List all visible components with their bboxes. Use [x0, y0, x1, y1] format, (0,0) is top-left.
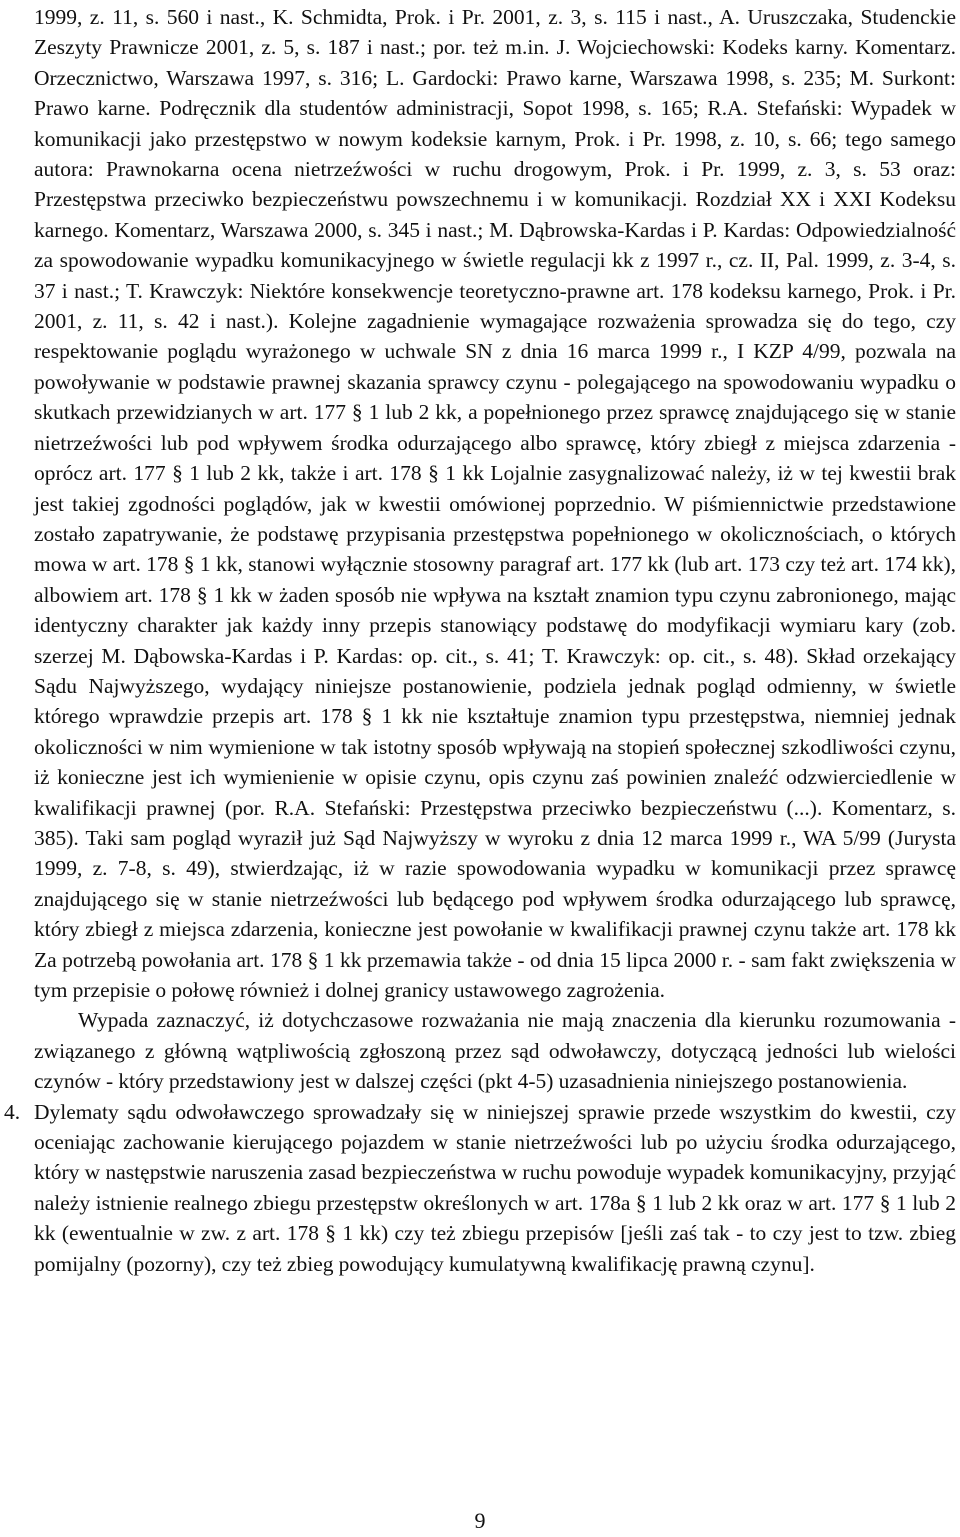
- body-paragraph-2: Wypada zaznaczyć, iż dotychczasowe rozważania nie mają znaczenia dla kierunku rozumowania - związanego z główną wątpliwością zgłoszoną przez sąd odwoławczy, dotyczącą jedności lub wielości czynów - który przedstawiony jest w dalszej części (pkt 4-5) uzasadnienia niniejszego postanowienia.: [34, 1008, 956, 1094]
- numbered-point-4: [4, 1097, 956, 1279]
- point-number: 4.: [4, 1099, 21, 1124]
- point-text: Dylematy sądu odwoławczego sprowadzały się w niniejszej sprawie przede wszystkim do kwestii, czy oceniając zachowanie kierującego pojazdem w stanie nietrzeźwości lub po użyciu środka odurzającego, który w następstwie naruszenia zasad bezpieczeństwa w ruchu powoduje wypadek komunikacyjny, przyjąć należy istnienie realnego zbiegu przestępstw określonych w art. 178a § 1 lub 2 kk oraz w art. 177 § 1 lub 2 kk (ewentualnie w zw. z art. 178 § 1 kk) czy też zbiegu przepisów [jeśli zaś tak - to czy jest to tzw. zbieg pomijalny (pozorny), czy też zbieg powodujący kumulatywną kwalifikację prawną czynu].: [34, 1099, 956, 1276]
- document-page: [4, 2, 956, 1279]
- body-paragraph-1: 1999, z. 11, s. 560 i nast., K. Schmidta, Prok. i Pr. 2001, z. 3, s. 115 i nast., A. Uruszczaka, Studenckie Zeszyty Prawnicze 2001, z. 5, s. 187 i nast.; por. też m.in. J. Wojciechowski: Kodeks karny. Komentarz. Orzecznictwo, Warszawa 1997, s. 316; L. Gardocki: Prawo karne, Warszawa 1998, s. 235; M. Surkont: Prawo karne. Podręcznik dla studentów administracji, Sopot 1998, s. 165; R.A. Stefański: Wypadek w komunikacji jako przestępstwo w nowym kodeksie karnym, Prok. i Pr. 1998, z. 10, s. 66; tego samego autora: Prawnokarna ocena nietrzeźwości w ruchu drogowym, Prok. i Pr. 1999, z. 3, s. 53 oraz: Przestępstwa przeciwko bezpieczeństwu powszechnemu i w komunikacji. Rozdział XX i XXI Kodeksu karnego. Komentarz, Warszawa 2000, s. 345 i nast.; M. Dąbrowska-Kardas i P. Kardas: Odpowiedzialność za spowodowanie wypadku komunikacyjnego w świetle regulacji kk z 1997 r., cz. II, Pal. 1999, z. 3-4, s. 37 i nast.; T. Krawczyk: Niektóre konsekwencje teoretyczno-prawne art. 178 kodeksu karnego, Prok. i Pr. 2001, z. 11, s. 42 i nast.). Kolejne zagadnienie wymagające rozważenia sprowadza się do tego, czy respektowanie poglądu wyrażonego w uchwale SN z dnia 16 marca 1999 r., I KZP 4/99, pozwala na powoływanie w podstawie prawnej skazania sprawcy czynu - polegającego na spowodowaniu wypadku o skutkach przewidzianych w art. 177 § 1 lub 2 kk, a popełnionego przez sprawcę znajdującego się w stanie nietrzeźwości lub pod wpływem środka odurzającego albo sprawcę, który zbiegł z miejsca zdarzenia - oprócz art. 177 § 1 lub 2 kk, także i art. 178 § 1 kk Lojalnie zasygnalizować należy, iż w tej kwestii brak jest takiej zgodności poglądów, jak w kwestii omówionej poprzednio. W piśmiennictwie przedstawione zostało zapatrywanie, że podstawę przypisania przestępstwa popełnionego w okolicznościach, o których mowa w art. 178 § 1 kk, stanowi wyłącznie stosowny paragraf art. 177 kk (lub art. 173 czy też art. 174 kk), albowiem art. 178 § 1 kk w żaden sposób nie wpływa na kształt znamion typu czynu zabronionego, mając identyczny charakter jak każdy inny przepis stanowiący podstawę do modyfikacji wymiaru kary (zob. szerzej M. Dąbowska-Kardas i P. Kardas: op. cit., s. 41; T. Krawczyk: op. cit., s. 48). Skład orzekający Sądu Najwyższego, wydający niniejsze postanowienie, podziela jednak pogląd odmienny, w świetle którego wprawdzie przepis art. 178 § 1 kk nie kształtuje znamion typu przestępstwa, niemniej jednak okoliczności w nim wymienione w tak istotny sposób wpływają na stopień społecznej szkodliwości czynu, iż konieczne jest ich wymienienie w opisie czynu, opis czynu zaś powinien znaleźć odzwierciedlenie w kwalifikacji prawnej (por. R.A. Stefański: Przestępstwa przeciwko bezpieczeństwu (...). Komentarz, s. 385). Taki sam pogląd wyraził już Sąd Najwyższy w wyroku z dnia 12 marca 1999 r., WA 5/99 (Jurysta 1999, z. 7-8, s. 49), stwierdzając, iż w razie spowodowania wypadku w komunikacji przez sprawcę znajdującego się w stanie nietrzeźwości lub będącego pod wpływem środka odurzającego lub sprawcę, który zbiegł z miejsca zdarzenia, konieczne jest powołanie w kwalifikacji prawnej czynu także art. 178 kk Za potrzebą powołania art. 178 § 1 kk przemawia także - od dnia 15 lipca 2000 r. - sam fakt zwiększenia w tym przepisie o połowę również i dolnej granicy ustawowego zagrożenia.: [34, 5, 956, 1002]
- page-number: 9: [474, 1508, 486, 1533]
